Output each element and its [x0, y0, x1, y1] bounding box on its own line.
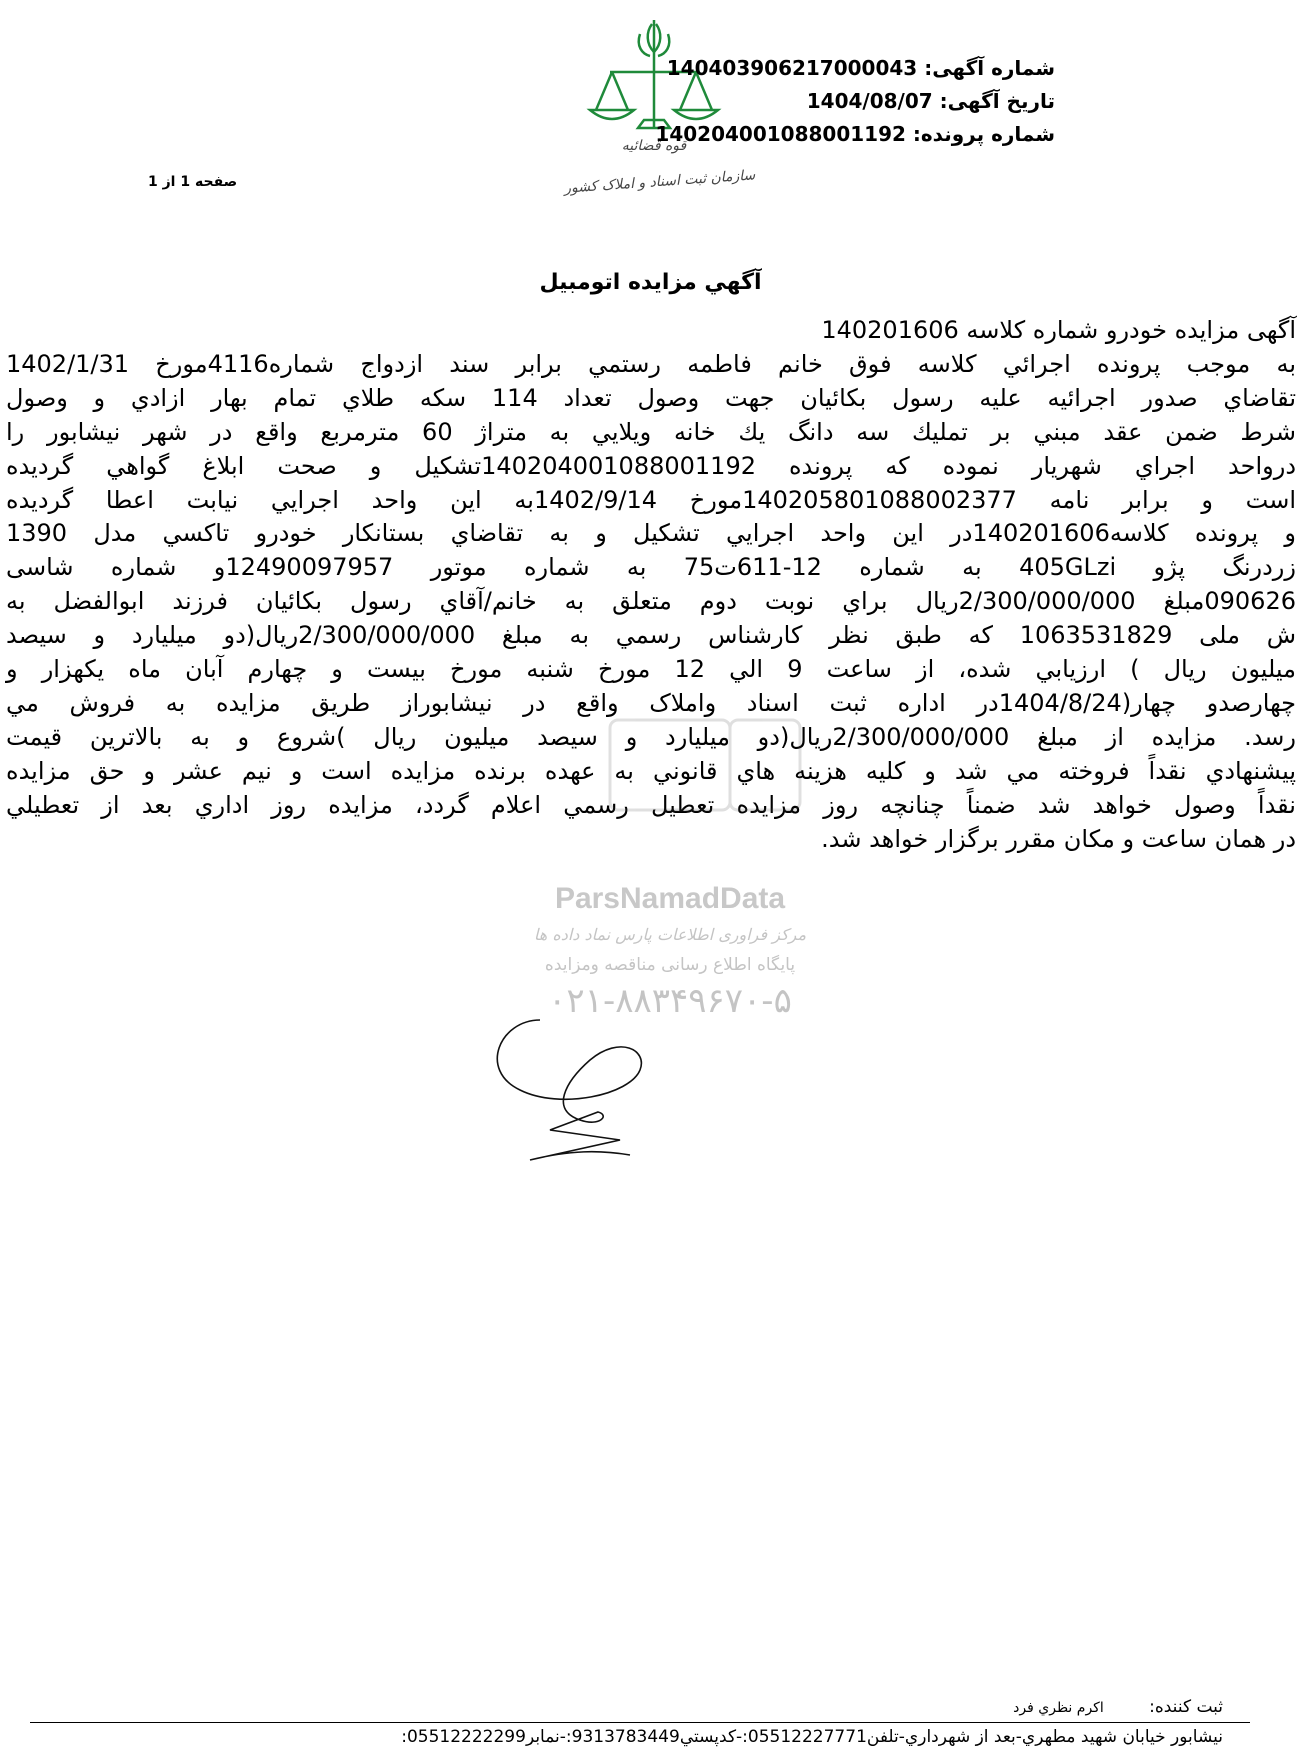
body-line: درواحد اجراي شهريار نموده که پرونده 140204001088001192تشکيل و صحت ابلاغ گواهي گرديده	[6, 451, 1297, 480]
watermark-line2: پایگاه اطلاع رسانی مناقصه ومزایده	[544, 955, 796, 975]
registrar-label: ثبت کننده:	[1149, 1697, 1223, 1717]
registrar-name: اکرم نظري فرد	[1013, 1700, 1104, 1716]
watermark-phone: ۰۲۱-۸۸۳۴۹۶۷۰-۵	[548, 981, 792, 1021]
signature	[480, 1000, 660, 1170]
footer-address: نيشابور خيابان شهيد مطهري-بعد از شهرداري-تلفن05512227771:-کدپستي9313783449:-نمابر05512222299:	[401, 1727, 1223, 1747]
notice-body	[6, 314, 1296, 857]
body-line: نقداً وصول خواهد شد ضمناً چنانچه روز مزايده تعطيل رسمي اعلام گردد، مزايده روز اداري بعد از تعطيلي	[6, 790, 1296, 819]
footer-divider	[30, 1722, 1250, 1723]
notice-title: آگهي مزايده اتومبيل	[539, 270, 762, 295]
body-line: شرط ضمن عقد مبني بر تمليك سه دانگ يك خانه ويلايي به متراژ 60 مترمربع واقع در شهر نيشابور را	[6, 417, 1296, 446]
body-line: و پرونده کلاسه140201606در اين واحد اجرايي تشکيل و به تقاضاي بستانکار خودرو تاکسي مدل 1390	[6, 519, 1297, 548]
ad-number-row	[655, 52, 1055, 85]
page-indicator: صفحه 1 از 1	[148, 174, 238, 190]
body-line: در همان ساعت و مكان مقرر برگزار خواهد شد.	[821, 824, 1296, 853]
emblem-caption-top: قوه قضائیه	[621, 138, 687, 154]
watermark-brand: ParsNamadData	[554, 882, 786, 915]
body-line: پيشنهادي نقداً فروخته مي شد و کليه هزينه هاي قانوني به عهده برنده مزايده است و نيم عشر و حق مزايده	[6, 756, 1296, 785]
ad-date-row	[655, 85, 1055, 118]
body-line: است و برابر نامه 140205801088002377مورخ 1402/9/14به اين واحد اجرايي نيابت اعطا گرديده	[6, 485, 1296, 514]
ad-date-value: 1404/08/07	[806, 89, 933, 113]
case-number-row	[655, 118, 1055, 151]
body-line: زردرنگ پژو 405GLzi به شماره 12-611ت75 به شماره موتور 12490097957و شماره شاسی	[6, 553, 1296, 582]
registrar	[1013, 1697, 1223, 1717]
case-number-value: 140204001088001192	[655, 122, 906, 146]
ad-number-label: شماره آگهی:	[924, 56, 1055, 80]
body-line: رسد. مزايده از مبلغ 2/300/000/000ريال(دو ميليارد و سيصد ميليون ريال )شروع و به بالاترين قيمت	[6, 722, 1296, 751]
handwritten-signature-icon	[480, 1000, 660, 1170]
body-line: تقاضاي صدور اجرائيه عليه رسول بکائيان جهت وصول تعداد 114 سکه طلاي تمام بهار ازادي و وصول	[6, 383, 1296, 412]
body-line: به موجب پرونده اجرائي کلاسه فوق خانم فاطمه رستمي برابر سند ازدواج شماره4116مورخ 1402/1/31	[6, 349, 1297, 378]
ad-number-value: 140403906217000043	[666, 56, 918, 80]
emblem-caption-bottom: سازمان ثبت اسناد و املاک کشور	[563, 167, 756, 197]
body-line: ميليون ريال ) ارزيابي شده، از ساعت 9 الي 12 مورخ شنبه مورخ بيست و چهارم آبان ماه يکهزار و	[6, 655, 1297, 684]
case-number-label: شماره پرونده:	[912, 122, 1055, 146]
body-line: چهارصدو چهار(1404/8/24در اداره ثبت اسناد واملاک واقع در نيشابوراز طريق مزايده به فروش مي	[6, 688, 1296, 717]
ad-meta	[655, 52, 1055, 151]
body-line: 090626مبلغ 2/300/000/000ريال براي نوبت دوم متعلق به خانم/آقاي رسول بکائيان فرزند ابوالفضل به	[6, 587, 1296, 616]
body-line: آگهی مزایده خودرو شماره کلاسه 140201606	[821, 316, 1296, 344]
body-line: ش ملی 1063531829 که طبق نظر کارشناس رسمي به مبلغ 2/300/000/000ريال(دو ميليارد و سيصد	[6, 621, 1297, 650]
watermark-line1: مرکز فراوری اطلاعات پارس نماد داده ها	[533, 925, 807, 944]
ad-date-label: تاریخ آگهی:	[939, 89, 1055, 113]
